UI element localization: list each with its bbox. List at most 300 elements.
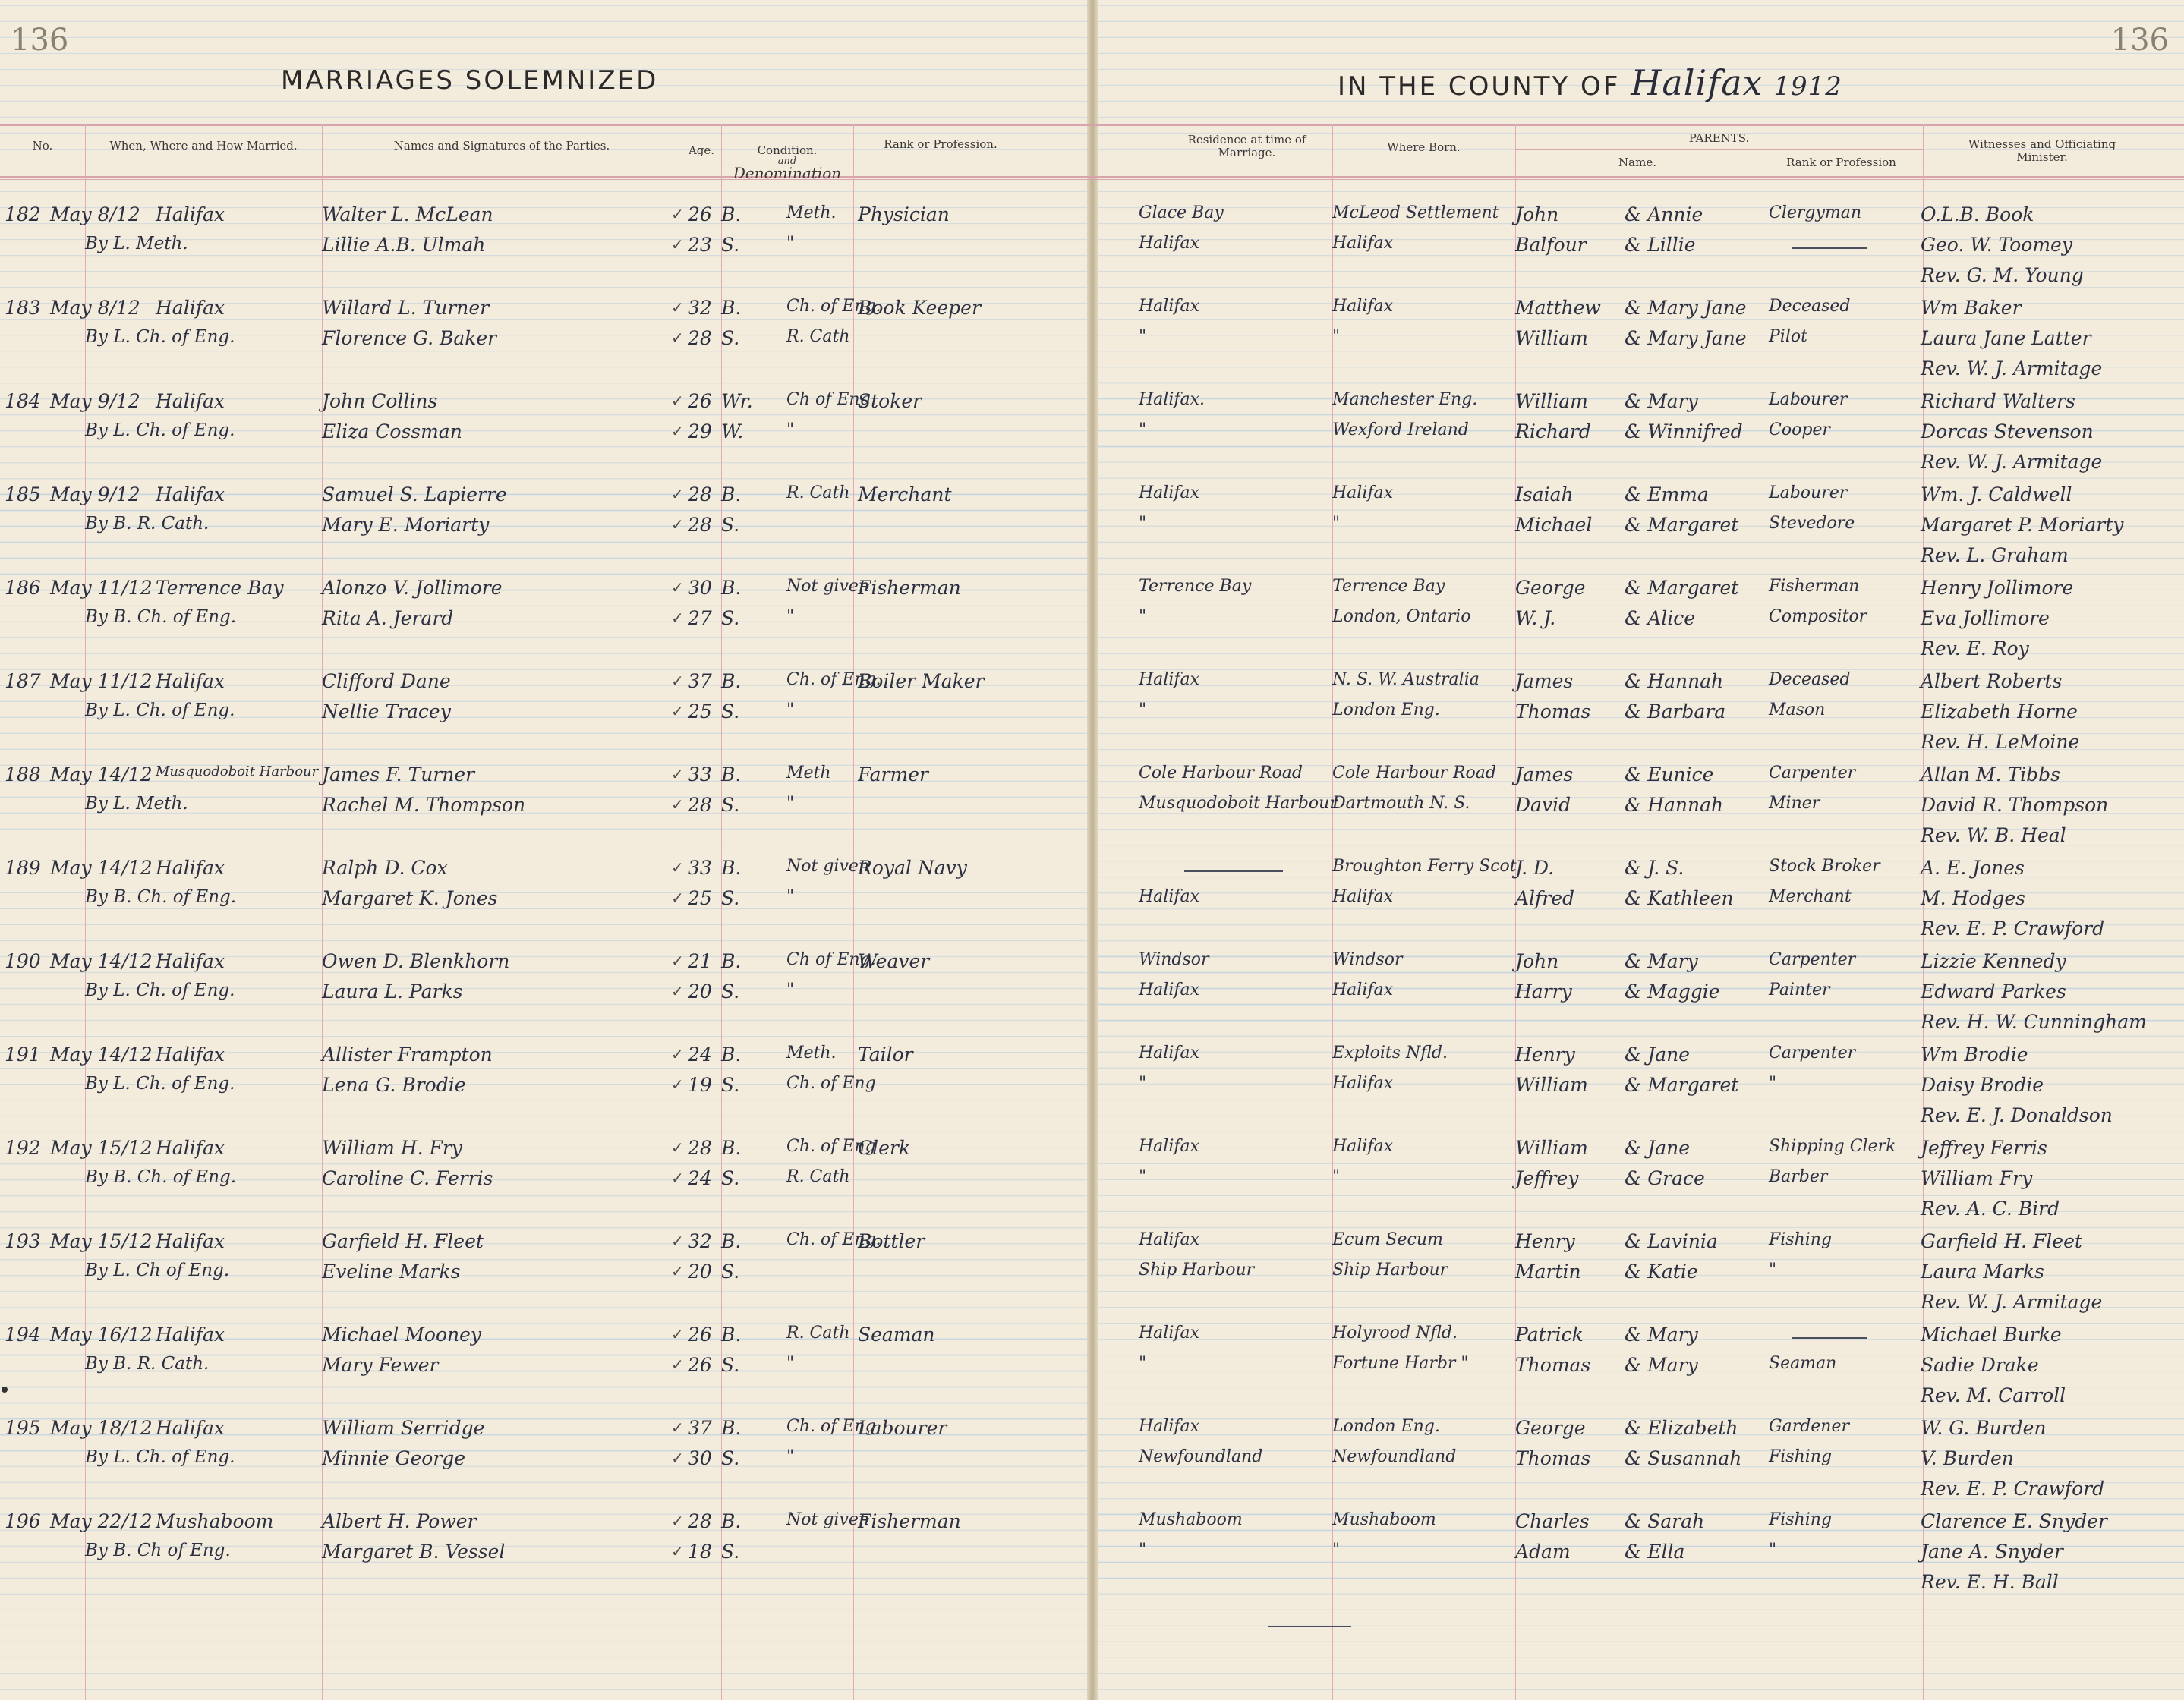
bride-denomination: " [786,981,795,1000]
groom-age: 33 [688,763,712,785]
bride-mother: & Katie [1625,1261,1698,1283]
groom-birthplace: Broughton Ferry Scot. [1332,857,1522,876]
bride-condition: S. [721,794,740,816]
groom-condition: B. [721,1417,742,1439]
groom-profession: Royal Navy [858,857,967,879]
bride-father: David [1515,794,1571,816]
bride-name: Lillie A.B. Ulmah [322,234,486,256]
groom-parent-rank: Deceased [1769,670,1851,689]
groom-age: 26 [688,1324,712,1346]
groom-age: 26 [688,390,712,412]
check-mark: ✓ [671,702,684,720]
check-mark: ✓ [671,485,684,503]
groom-profession: Bottler [858,1230,925,1252]
witness-2: Eva Jollimore [1921,607,2050,629]
blank-dash [1792,1337,1867,1339]
bride-name: Mary E. Moriarty [322,514,490,536]
groom-residence: Halifax [1139,1417,1200,1436]
bride-residence: Halifax [1139,887,1200,906]
check-mark: ✓ [671,422,684,440]
groom-name: Garfield H. Fleet [322,1230,484,1252]
groom-birthplace: London Eng. [1332,1417,1440,1436]
marriage-date: May 9/12 [50,390,140,412]
groom-birthplace: Windsor [1332,950,1403,969]
groom-name: Walter L. McLean [322,203,493,225]
groom-condition: B. [721,203,742,225]
marriage-place: Halifax [156,483,225,505]
groom-age: 37 [688,1417,712,1439]
groom-residence: Glace Bay [1139,203,1224,222]
marriage-date: May 14/12 [50,763,153,785]
groom-father: James [1515,670,1574,692]
header-witnesses: Witnesses and Officiating Minister. [1968,137,2116,164]
witness-1: Wm Baker [1921,297,2022,319]
witness-2: Laura Jane Latter [1921,327,2091,349]
groom-birthplace: Halifax [1332,1137,1394,1156]
marriage-place: Halifax [156,670,225,692]
bride-name: Eliza Cossman [322,420,462,442]
check-mark: ✓ [671,1045,684,1063]
bride-condition: S. [721,1261,740,1283]
bride-denomination: Ch. of Eng [786,1074,876,1093]
groom-age: 26 [688,203,712,225]
bride-age: 19 [688,1074,712,1096]
officiating-minister: Rev. W. B. Heal [1921,824,2066,846]
bride-birthplace: Ship Harbour [1332,1261,1448,1280]
groom-residence: Halifax [1139,1230,1200,1249]
bride-age: 29 [688,420,712,442]
groom-condition: B. [721,1137,742,1159]
bride-denomination: " [786,1447,795,1466]
witness-1: W. G. Burden [1921,1417,2047,1439]
officiating-minister: Rev. E. H. Ball [1921,1571,2059,1593]
groom-name: Allister Frampton [322,1044,493,1066]
check-mark: ✓ [671,1512,684,1530]
bride-father: Thomas [1515,1354,1591,1376]
witness-1: Wm. J. Caldwell [1921,483,2072,505]
bride-birthplace: London Eng. [1332,700,1440,719]
marriage-place: Halifax [156,1137,225,1159]
groom-parent-rank: Labourer [1769,390,1848,409]
marriage-method: By L. Ch. of Eng. [85,1074,235,1094]
groom-father: Patrick [1515,1324,1584,1346]
groom-parent-rank: Fishing [1769,1510,1833,1529]
marriage-place: Terrence Bay [156,577,284,599]
groom-profession: Stoker [858,390,922,412]
groom-profession: Farmer [858,763,928,785]
groom-condition: B. [721,1230,742,1252]
groom-denomination: Ch. of Eng. [786,297,881,316]
bride-age: 18 [688,1541,712,1563]
groom-parent-rank: Deceased [1769,297,1851,316]
groom-age: 28 [688,1137,712,1159]
witness-2: Dorcas Stevenson [1921,420,2094,442]
marriage-date: May 11/12 [50,577,153,599]
groom-birthplace: Exploits Nfld. [1332,1044,1448,1062]
bride-residence: " [1139,1354,1147,1373]
witness-1: Wm Brodie [1921,1044,2028,1066]
header-bottom-rule [0,176,2184,178]
bride-condition: S. [721,1167,740,1189]
marriage-date: May 16/12 [50,1324,153,1346]
check-mark: ✓ [671,1449,684,1467]
groom-profession: Fisherman [858,1510,961,1532]
header-residence: Residence at time of Marriage. [1187,133,1306,159]
groom-condition: B. [721,483,742,505]
bride-parent-rank: Cooper [1769,420,1830,439]
record-number: 188 [5,763,41,785]
header-top-rule [0,124,2184,126]
groom-birthplace: Holyrood Nfld. [1332,1324,1458,1343]
groom-residence: Halifax [1139,1044,1200,1062]
groom-denomination: Meth [786,763,831,782]
groom-residence: Cole Harbour Road [1139,763,1303,782]
check-mark: ✓ [671,1355,684,1374]
bride-birthplace: Dartmouth N. S. [1332,794,1470,813]
witness-1: Michael Burke [1921,1324,2062,1346]
groom-age: 21 [688,950,712,972]
bride-age: 27 [688,607,712,629]
check-mark: ✓ [671,1542,684,1560]
bride-condition: S. [721,981,740,1003]
bride-parent-rank: Pilot [1769,327,1807,346]
record-number: 182 [5,203,41,225]
groom-birthplace: Halifax [1332,483,1394,502]
bride-birthplace: " [1332,1167,1341,1186]
witness-2: Jane A. Snyder [1921,1541,2063,1563]
marriage-method: By B. Ch. of Eng. [85,887,237,907]
record-number: 192 [5,1137,41,1159]
groom-condition: B. [721,857,742,879]
officiating-minister: Rev. H. W. Cunningham [1921,1011,2147,1033]
marriage-date: May 9/12 [50,483,140,505]
bride-mother: & Maggie [1625,981,1720,1003]
witness-2: M. Hodges [1921,887,2025,909]
groom-mother: & Hannah [1625,670,1724,692]
check-mark: ✓ [671,952,684,970]
groom-residence: Halifax [1139,483,1200,502]
witness-2: Margaret P. Moriarty [1921,514,2124,536]
bride-parent-rank: Compositor [1769,607,1867,626]
heading-year: 1912 [1773,71,1842,102]
check-mark: ✓ [671,982,684,1000]
bride-residence: " [1139,700,1147,719]
bride-parent-rank: Merchant [1769,887,1852,906]
bride-condition: S. [721,1541,740,1563]
officiating-minister: Rev. W. J. Armitage [1921,451,2103,473]
groom-birthplace: Manchester Eng. [1332,390,1478,409]
groom-age: 37 [688,670,712,692]
witness-2: Daisy Brodie [1921,1074,2044,1096]
marriage-date: May 14/12 [50,1044,153,1066]
groom-condition: Wr. [721,390,753,412]
groom-age: 30 [688,577,712,599]
bride-name: Rita A. Jerard [322,607,454,629]
bride-age: 28 [688,514,712,536]
bride-parent-rank: " [1769,1541,1777,1560]
bride-name: Rachel M. Thompson [322,794,526,816]
record-number: 183 [5,297,41,319]
groom-birthplace: Cole Harbour Road [1332,763,1496,782]
groom-profession: Merchant [858,483,952,505]
bride-residence: Musquodoboit Harbour [1139,794,1338,813]
bride-father: W. J. [1515,607,1556,629]
bride-residence: " [1139,1074,1147,1093]
page-number-right: 136 [2110,23,2169,58]
bride-father: Thomas [1515,1447,1591,1469]
groom-parent-rank: Carpenter [1769,950,1856,969]
marriage-method: By B. R. Cath. [85,1354,210,1374]
witness-2: V. Burden [1921,1447,2014,1469]
groom-denomination: Not given [786,857,870,876]
groom-age: 28 [688,483,712,505]
bride-age: 28 [688,794,712,816]
bride-parent-rank: Painter [1769,981,1830,1000]
check-mark: ✓ [671,392,684,410]
marriage-method: By L. Ch. of Eng. [85,1447,235,1467]
groom-mother: & Sarah [1625,1510,1705,1532]
groom-parent-rank: Clergyman [1769,203,1862,222]
groom-residence: Halifax [1139,1324,1200,1343]
groom-age: 32 [688,297,712,319]
witness-1: A. E. Jones [1921,857,2025,879]
bride-birthplace: " [1332,327,1341,346]
groom-father: William [1515,390,1588,412]
groom-condition: B. [721,670,742,692]
bride-residence: " [1139,1167,1147,1186]
bride-mother: & Lillie [1625,234,1696,256]
officiating-minister: Rev. M. Carroll [1921,1384,2066,1406]
marriage-place: Halifax [156,950,225,972]
groom-condition: B. [721,763,742,785]
officiating-minister: Rev. L. Graham [1921,544,2069,566]
header-when: When, Where and How Married. [109,139,298,153]
witness-1: Henry Jollimore [1921,577,2074,599]
check-mark: ✓ [671,858,684,877]
groom-parent-rank: Shipping Clerk [1769,1137,1896,1156]
groom-father: Isaiah [1515,483,1574,505]
bride-birthplace: " [1332,1541,1341,1560]
groom-father: Henry [1515,1044,1575,1066]
groom-denomination: Ch. of Eng. [786,670,881,689]
groom-name: Willard L. Turner [322,297,490,319]
groom-parent-rank: Stock Broker [1769,857,1880,876]
marriage-place: Halifax [156,297,225,319]
bride-age: 24 [688,1167,712,1189]
bride-denomination: R. Cath [786,1167,850,1186]
bride-father: Balfour [1515,234,1587,256]
marriage-place: Halifax [156,857,225,879]
check-mark: ✓ [671,578,684,597]
header-condition [721,144,853,181]
bride-age: 26 [688,1354,712,1376]
witness-1: Jeffrey Ferris [1921,1137,2047,1159]
heading-right-text: IN THE COUNTY OF [1338,71,1621,102]
bride-condition: S. [721,1074,740,1096]
bride-mother: & Margaret [1625,514,1739,536]
groom-residence: Halifax [1139,297,1200,316]
check-mark: ✓ [671,515,684,534]
header-names: Names and Signatures of the Parties. [393,139,610,153]
witness-1: Clarence E. Snyder [1921,1510,2107,1532]
check-mark: ✓ [671,1262,684,1280]
groom-profession: Fisherman [858,577,961,599]
groom-mother: & J. S. [1625,857,1684,879]
check-mark: ✓ [671,1075,684,1094]
marriage-date: May 8/12 [50,203,140,225]
check-mark: ✓ [671,1138,684,1157]
left-page [0,0,1090,1700]
bride-mother: & Ella [1625,1541,1685,1563]
bride-name: Laura L. Parks [322,981,463,1003]
marriage-date: May 8/12 [50,297,140,319]
bride-mother: & Barbara [1625,700,1726,722]
groom-parent-rank: Carpenter [1769,763,1856,782]
groom-name: William Serridge [322,1417,485,1439]
groom-mother: & Mary Jane [1625,297,1747,319]
groom-age: 32 [688,1230,712,1252]
bride-father: Harry [1515,981,1572,1003]
record-number: 194 [5,1324,41,1346]
groom-name: Alonzo V. Jollimore [322,577,503,599]
check-mark: ✓ [671,1232,684,1250]
groom-name: Ralph D. Cox [322,857,448,879]
marriage-date: May 15/12 [50,1137,153,1159]
col-rule [853,124,854,1700]
marriage-date: May 11/12 [50,670,153,692]
header-parents: PARENTS. [1688,131,1750,145]
bride-mother: & Mary Jane [1625,327,1747,349]
record-number: 193 [5,1230,41,1252]
groom-profession: Book Keeper [858,297,981,319]
bride-residence: " [1139,327,1147,346]
record-number: 185 [5,483,41,505]
bride-condition: S. [721,514,740,536]
bride-mother: & Winnifred [1625,420,1743,442]
groom-name: Michael Mooney [322,1324,482,1346]
groom-condition: B. [721,1044,742,1066]
marriage-method: By L. Ch. of Eng. [85,420,235,440]
record-number: 191 [5,1044,41,1066]
marriage-place: Halifax [156,1417,225,1439]
bride-condition: S. [721,887,740,909]
marriage-method: By B. R. Cath. [85,514,210,534]
groom-denomination: Ch. of Eng [786,1137,876,1156]
marriage-place: Halifax [156,1044,225,1066]
bride-name: Florence G. Baker [322,327,497,349]
witness-1: Lizzie Kennedy [1921,950,2066,972]
check-mark: ✓ [671,672,684,690]
marriage-date: May 15/12 [50,1230,153,1252]
officiating-minister: Rev. W. J. Armitage [1921,357,2103,379]
witness-2: David R. Thompson [1921,794,2109,816]
header-condition-denomination: Denomination [733,164,842,182]
groom-denomination: Meth. [786,1044,837,1062]
groom-age: 24 [688,1044,712,1066]
officiating-minister: Rev. A. C. Bird [1921,1198,2060,1220]
groom-mother: & Mary [1625,390,1698,412]
marriage-place: Mushaboom [156,1510,274,1532]
book-gutter [1087,0,1098,1700]
bride-name: Margaret B. Vessel [322,1541,506,1563]
officiating-minister: Rev. E. P. Crawford [1921,1478,2105,1500]
bride-birthplace: Halifax [1332,1074,1394,1093]
county-name: Halifax [1631,62,1763,103]
bride-father: William [1515,327,1588,349]
parents-rule [1515,149,1923,150]
bride-denomination: R. Cath [786,327,850,346]
marriage-method: By L. Ch of Eng. [85,1261,230,1280]
bride-father: Martin [1515,1261,1581,1283]
bride-name: Lena G. Brodie [322,1074,466,1096]
bride-parent-rank: " [1769,1074,1777,1093]
bride-denomination: " [786,1354,795,1373]
groom-name: Albert H. Power [322,1510,477,1532]
groom-age: 33 [688,857,712,879]
groom-father: Matthew [1515,297,1601,319]
witness-2: Sadie Drake [1921,1354,2039,1376]
groom-parent-rank: Carpenter [1769,1044,1856,1062]
bride-name: Eveline Marks [322,1261,461,1283]
bride-name: Caroline C. Ferris [322,1167,493,1189]
groom-birthplace: Terrence Bay [1332,577,1445,596]
header-born: Where Born. [1387,140,1461,154]
officiating-minister: Rev. E. P. Crawford [1921,918,2105,940]
bride-mother: & Kathleen [1625,887,1734,909]
groom-name: John Collins [322,390,438,412]
bride-birthplace: Halifax [1332,981,1394,1000]
marriage-method: By L. Ch. of Eng. [85,327,235,347]
bride-parent-rank: Stevedore [1769,514,1855,533]
check-mark: ✓ [671,1418,684,1437]
witness-2: Edward Parkes [1921,981,2066,1003]
header-condition-and: and [777,156,797,167]
bride-condition: S. [721,1447,740,1469]
bride-father: Richard [1515,420,1591,442]
groom-condition: B. [721,1510,742,1532]
marriage-method: By B. Ch. of Eng. [85,1167,237,1187]
groom-parent-rank: Labourer [1769,483,1848,502]
groom-denomination: Ch of Eng. [786,950,876,969]
groom-name: James F. Turner [322,763,475,785]
groom-denomination: Ch of Eng. [786,390,876,409]
marriage-place: Halifax [156,390,225,412]
bride-parent-rank: Fishing [1769,1447,1833,1466]
bride-name: Minnie George [322,1447,466,1469]
groom-father: George [1515,1417,1586,1439]
groom-denomination: Meth. [786,203,837,222]
record-number: 187 [5,670,41,692]
groom-father: James [1515,763,1574,785]
groom-birthplace: N. S. W. Australia [1332,670,1480,689]
bride-father: Alfred [1515,887,1575,909]
bride-age: 28 [688,327,712,349]
groom-birthplace: Halifax [1332,297,1394,316]
bride-mother: & Mary [1625,1354,1698,1376]
groom-condition: B. [721,950,742,972]
groom-father: Henry [1515,1230,1575,1252]
groom-profession: Weaver [858,950,930,972]
binding-hole [2,1387,8,1393]
bride-parent-rank: " [1769,1261,1777,1280]
groom-profession: Tailor [858,1044,913,1066]
groom-denomination: R. Cath [786,1324,850,1343]
officiating-minister: Rev. W. J. Armitage [1921,1291,2103,1313]
bride-father: Thomas [1515,700,1591,722]
bride-condition: S. [721,327,740,349]
bride-age: 23 [688,234,712,256]
marriage-place: Halifax [156,203,225,225]
